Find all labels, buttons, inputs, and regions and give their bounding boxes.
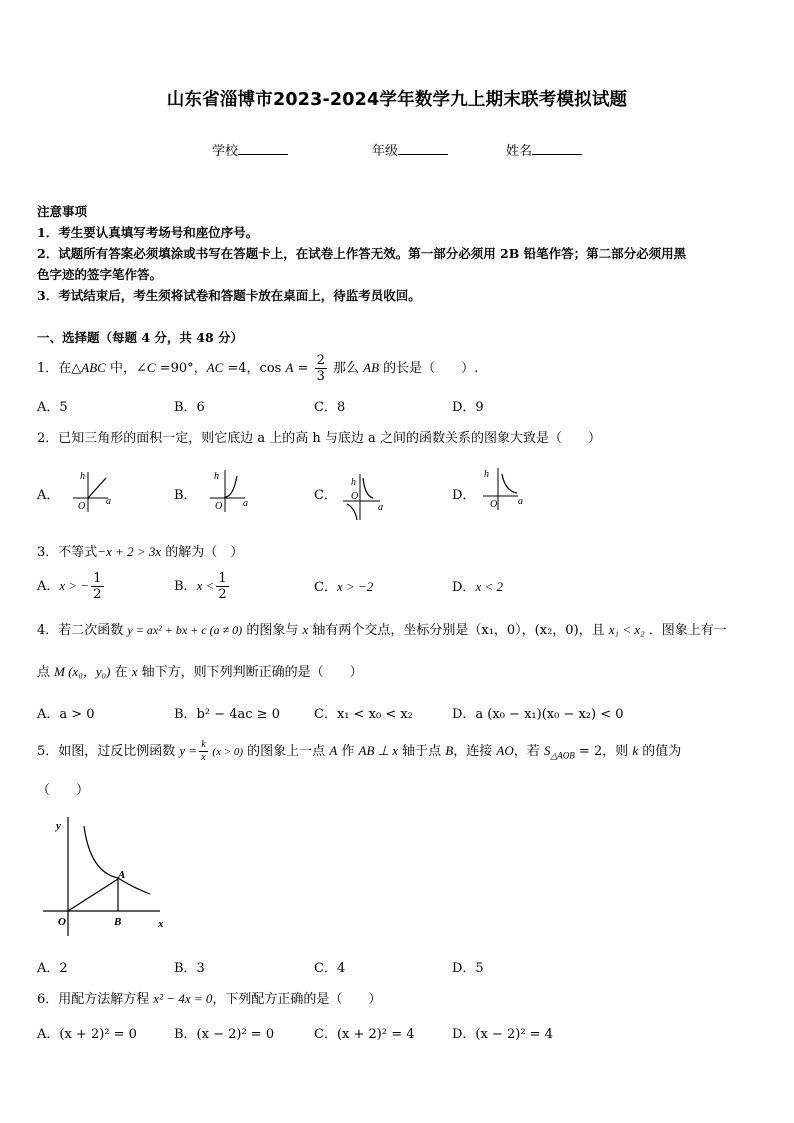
graph-option-d [478,464,530,516]
svg-text:h: h [484,469,489,480]
option-a[interactable]: A．x > − $\frac{1}{2}$ [37,571,102,602]
graph-option-b [205,466,253,518]
svg-text:a: a [106,496,111,507]
question-5-paren: （ ） [37,783,90,798]
svg-text:a: a [518,496,523,507]
notice-item: 1．考生要认真填写考场号和座位序号。 [37,225,259,240]
question-5: 5．如图，过反比例函数 y = $\frac{k}{x}$ (x > 0) 的图象上一点 A 作 AB ⊥ x 轴于点 B，连接 AO，若 $S_{\triangle AOB} = 2$，则 k 的值为 [37,739,682,763]
question-6: 6．用配方法解方程 x² − 4x = 0，下列配方正确的是（ ） [37,991,382,1007]
svg-text:A: A [118,869,126,881]
option-c[interactable]: C．8 [314,400,346,415]
school-field[interactable] [212,140,288,159]
page-title: 山东省淄博市2023-2024学年数学九上期末联考模拟试题 [166,90,628,110]
svg-text:h: h [214,471,219,482]
option-b[interactable]: B．x < $\frac{1}{2}$ [174,571,227,602]
option-b[interactable]: B． [174,488,197,503]
svg-text:O: O [58,916,66,928]
svg-text:B: B [114,916,122,928]
notice-item: 2．试题所有答案必须填涂或书写在答题卡上，在试卷上作答无效。第一部分必须用 2B 铅笔作答；第二部分必须用黑 [37,246,687,261]
option-a[interactable]: A．a > 0 [37,707,95,722]
option-a[interactable]: A．2 [37,961,68,976]
grade-field[interactable] [372,140,448,159]
option-d[interactable]: D．x < 2 [452,579,503,595]
svg-text:x: x [158,918,164,930]
inverse-function-graph [38,812,173,942]
svg-text:a: a [378,502,383,513]
grade-label: 年级 [372,144,399,159]
svg-text:h: h [351,477,356,488]
notice-heading: 注意事项 [37,204,88,219]
option-d[interactable]: D．(x − 2)² = 4 [452,1027,553,1042]
question-1: 1．在△ABC 中，∠C =90°，AC =4，cos A = $\frac{2}{3}$ 那么 AB 的长是（ ）. [37,353,479,384]
option-a[interactable]: A．(x + 2)² = 0 [37,1027,137,1042]
section-heading: 一、选择题（每题 4 分，共 48 分） [37,330,244,345]
option-a[interactable]: A． [37,488,60,503]
option-c[interactable]: C．(x + 2)² = 4 [314,1027,415,1042]
option-c[interactable]: C． [314,488,337,503]
option-b[interactable]: B．6 [174,400,205,415]
option-c[interactable]: C．x₁ < x₀ < x₂ [314,707,413,722]
option-d[interactable]: D．9 [452,400,484,415]
option-a[interactable]: A．5 [37,400,68,415]
question-2: 2．已知三角形的面积一定，则它底边 a 上的高 h 与底边 a 之间的函数关系的图象大致是（ ） [37,431,601,446]
question-3: 3．不等式−x + 2 > 3x 的解为（ ） [37,544,244,560]
svg-text:y: y [56,820,61,832]
name-field[interactable] [506,140,582,159]
option-d[interactable]: D．5 [452,961,484,976]
option-b[interactable]: B．(x − 2)² = 0 [174,1027,275,1042]
svg-text:O: O [490,499,498,510]
graph-option-a [68,466,116,518]
option-d[interactable]: D．a (x₀ − x₁)(x₀ − x₂) < 0 [452,707,624,722]
name-label: 姓名 [506,144,533,159]
school-label: 学校 [212,144,239,159]
option-c[interactable]: C．x > −2 [314,579,374,595]
graph-option-c [340,468,388,522]
svg-text:a: a [243,498,248,509]
option-b[interactable]: B．b² − 4ac ≥ 0 [174,707,280,722]
notice-item: 色字迹的签字笔作答。 [37,267,163,282]
notice-item: 3．考试结束后，考生须将试卷和答题卡放在桌面上，待监考员收回。 [37,288,421,303]
option-b[interactable]: B．3 [174,961,205,976]
svg-text:h: h [80,471,85,482]
question-4-line2: 点 M (x₀，y₀) 在 x 轴下方，则下列判断正确的是（ ） [37,664,363,680]
svg-text:O: O [78,501,86,512]
question-4-line1: 4．若二次函数 y = ax² + bx + c (a ≠ 0) 的图象与 x 轴有两个交点，坐标分别是（x₁，0），(x₂，0)，且 x₁ < x₂ ．图象上有一 [37,622,727,638]
svg-text:O: O [215,501,223,512]
option-d[interactable]: D． [452,488,476,503]
svg-text:O: O [351,491,359,502]
option-c[interactable]: C．4 [314,961,346,976]
fraction: $\frac{2}{3}$ [316,353,325,384]
